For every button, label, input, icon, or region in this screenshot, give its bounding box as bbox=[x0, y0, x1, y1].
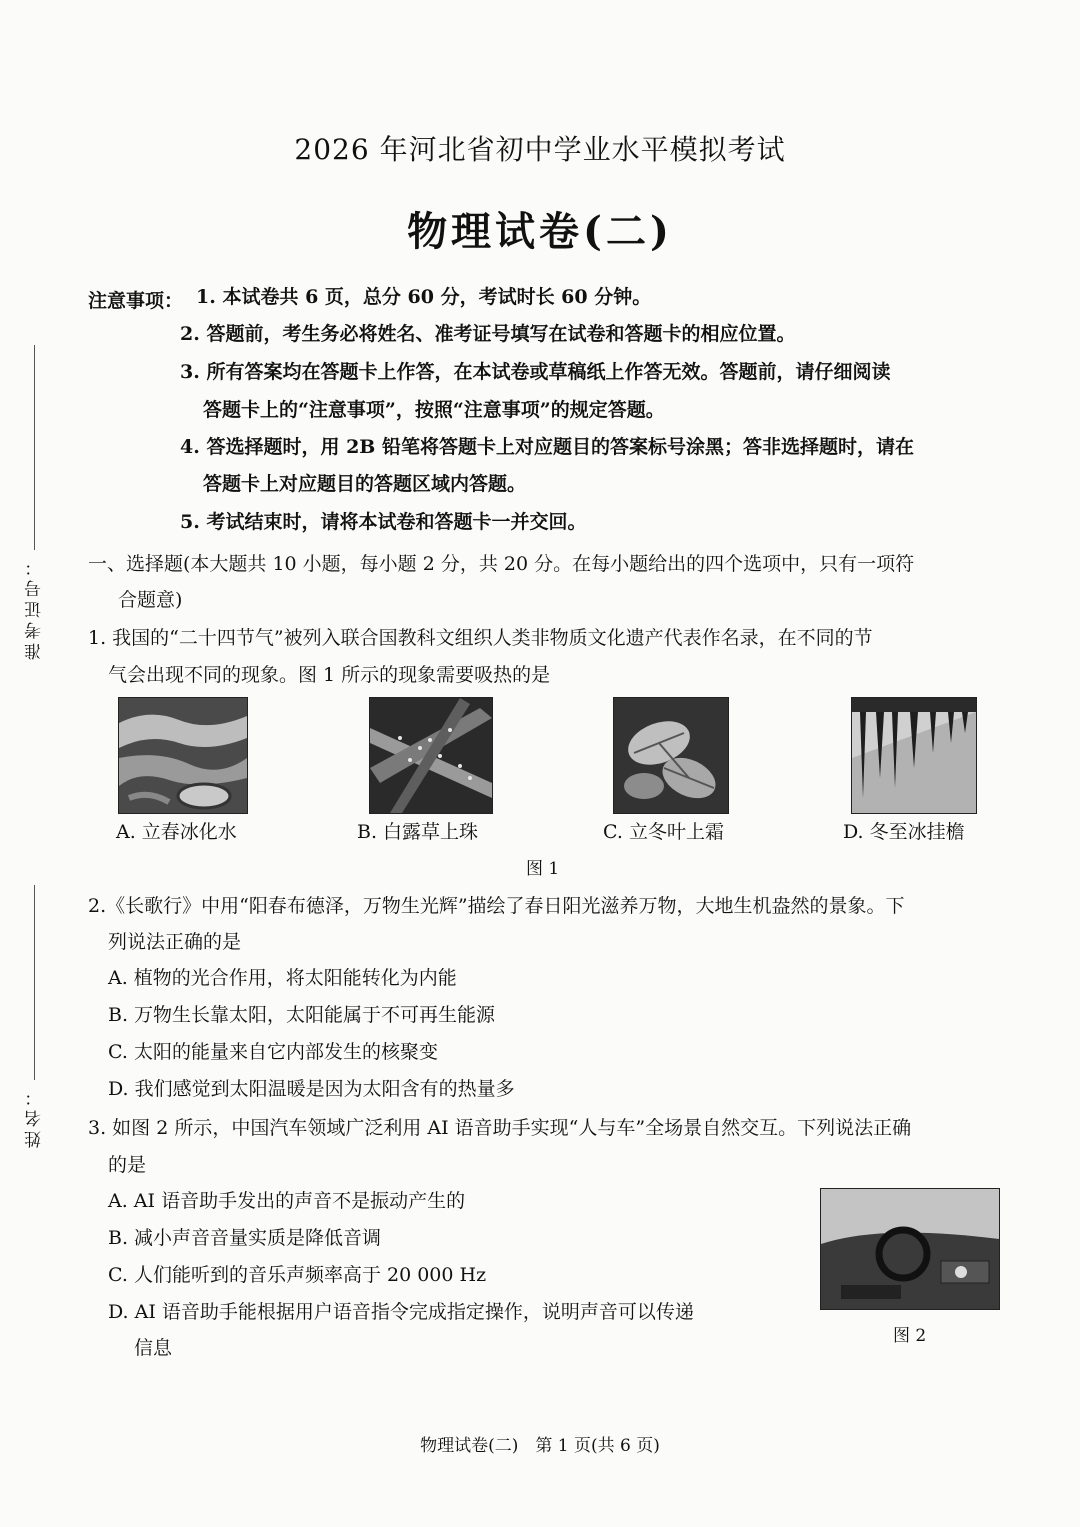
q3-option-b: B. 减小声音音量实质是降低音调 bbox=[108, 1227, 382, 1249]
section-heading: 一、选择题(本大题共 10 小题，每小题 2 分，共 20 分。在每小题给出的四个选项中，只有一项符 bbox=[88, 553, 915, 575]
figure-1-label: 图 1 bbox=[526, 859, 560, 879]
name-rule bbox=[34, 885, 35, 1080]
note-4: 4. 答选择题时，用 2B 铅笔将答题卡上对应题目的答案标号涂黑；答非选择题时，请在 bbox=[180, 436, 914, 458]
q3-stem: 3. 如图 2 所示，中国汽车领域广泛利用 AI 语音助手实现“人与车”全场景自然交互。下列说法正确 bbox=[88, 1117, 912, 1139]
page-footer: 物理试卷(二) 第 1 页(共 6 页) bbox=[420, 1436, 660, 1456]
exam-id-rule bbox=[34, 345, 35, 550]
paper-title: 物理试卷(二) bbox=[407, 208, 673, 255]
q3-stem-cont: 的是 bbox=[108, 1154, 147, 1176]
note-1: 1. 本试卷共 6 页，总分 60 分，考试时长 60 分钟。 bbox=[196, 286, 652, 308]
q1-image-d bbox=[851, 697, 977, 814]
q1-image-b bbox=[369, 697, 493, 814]
q3-option-d: D. AI 语音助手能根据用户语音指令完成指定操作，说明声音可以传递 bbox=[108, 1301, 694, 1323]
q3-option-a: A. AI 语音助手发出的声音不是振动产生的 bbox=[108, 1190, 466, 1212]
q2-option-c: C. 太阳的能量来自它内部发生的核聚变 bbox=[108, 1041, 438, 1063]
note-4-cont: 答题卡上对应题目的答题区域内答题。 bbox=[203, 473, 527, 495]
q1-option-b: B. 白露草上珠 bbox=[357, 821, 479, 843]
q3-option-c: C. 人们能听到的音乐声频率高于 20 000 Hz bbox=[108, 1264, 487, 1286]
note-2: 2. 答题前，考生务必将姓名、准考证号填写在试卷和答题卡的相应位置。 bbox=[180, 323, 796, 345]
q2-option-d: D. 我们感觉到太阳温暖是因为太阳含有的热量多 bbox=[108, 1078, 515, 1100]
q2-stem: 2.《长歌行》中用“阳春布德泽，万物生光辉”描绘了春日阳光滋养万物，大地生机盎然的景象。下 bbox=[88, 895, 905, 917]
note-3-cont: 答题卡上的“注意事项”，按照“注意事项”的规定答题。 bbox=[203, 399, 665, 421]
q2-option-b: B. 万物生长靠太阳，太阳能属于不可再生能源 bbox=[108, 1004, 496, 1026]
q1-option-a: A. 立春冰化水 bbox=[116, 821, 237, 843]
q1-image-c bbox=[613, 697, 729, 814]
exam-title: 2026 年河北省初中学业水平模拟考试 bbox=[294, 133, 786, 166]
notes-label: 注意事项： bbox=[88, 290, 184, 312]
q1-option-c: C. 立冬叶上霜 bbox=[603, 821, 724, 843]
note-5: 5. 考试结束时，请将本试卷和答题卡一并交回。 bbox=[180, 511, 587, 533]
name-label: 姓名： bbox=[25, 1085, 45, 1148]
q1-stem-cont: 气会出现不同的现象。图 1 所示的现象需要吸热的是 bbox=[108, 664, 551, 686]
q2-stem-cont: 列说法正确的是 bbox=[108, 931, 242, 953]
q2-option-a: A. 植物的光合作用，将太阳能转化为内能 bbox=[108, 967, 457, 989]
figure-2-label: 图 2 bbox=[893, 1326, 927, 1346]
q1-option-d: D. 冬至冰挂檐 bbox=[843, 821, 965, 843]
q3-option-d-cont: 信息 bbox=[134, 1337, 173, 1359]
q1-stem: 1. 我国的“二十四节气”被列入联合国教科文组织人类非物质文化遗产代表作名录，在不同的节 bbox=[88, 627, 873, 649]
exam-id-label: 准考证号： bbox=[25, 555, 45, 660]
note-3: 3. 所有答案均在答题卡上作答，在本试卷或草稿纸上作答无效。答题前，请仔细阅读 bbox=[180, 361, 891, 383]
q1-image-a bbox=[118, 697, 248, 814]
section-heading-cont: 合题意) bbox=[118, 589, 183, 611]
q3-image bbox=[820, 1188, 1000, 1310]
